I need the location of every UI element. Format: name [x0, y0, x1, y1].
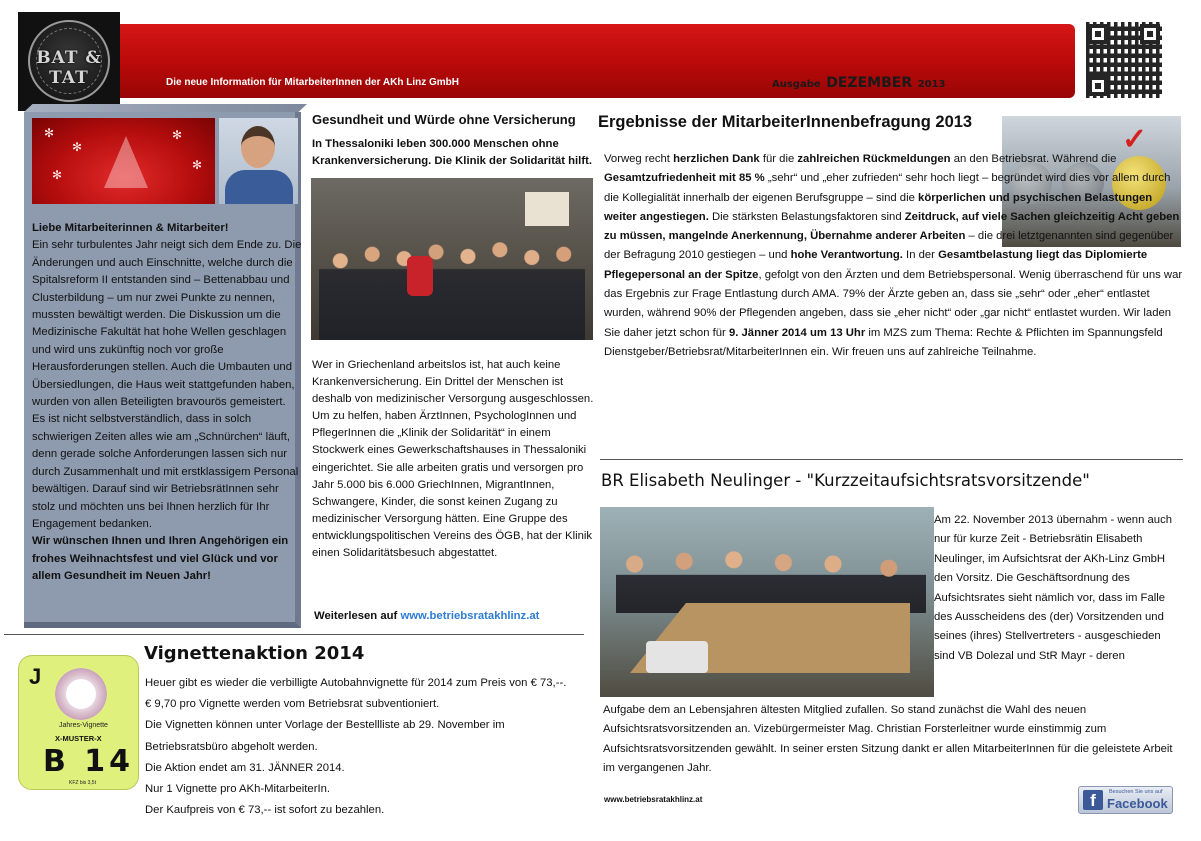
read-more-link[interactable]: www.betriebsratakhlinz.at: [400, 610, 540, 622]
vignette-label: Jahres-Vignette: [59, 722, 108, 729]
red-jacket: [407, 256, 433, 296]
survey-bold-7: Gesamtbelastung liegt das Diplomierte Pflegepersonal an der Spitze: [604, 249, 1148, 281]
edition-year: 2013: [917, 79, 946, 90]
survey-text-1: Vorweg recht: [604, 153, 674, 165]
snowflake-icon: ✻: [192, 158, 203, 172]
divider: [4, 634, 584, 635]
vignette-line: Die Vignetten können unter Vorlage der Bestellliste ab 29. November im Betriebsratsbüro abgeholt werden.: [145, 719, 505, 753]
edition-month: DEZEMBER: [826, 75, 913, 91]
survey-body: [604, 150, 1184, 362]
greeting-body: Ein sehr turbulentes Jahr neigt sich dem Ende zu. Die Änderungen und auch Einschnitte, welche durch die Spitalsreform II entstanden sind – Bettenabbau und Clusterbildung – um nur zwei Punkte zu nennen, mussten bewältigt werden. Die Diskussion um die Medizinische Fakultät hat hohe Wellen geschlagen und wird uns zukünftig noch vor große Herausforderungen stellen. Auch die Umbauten und Übersiedlungen, die Haus weit stattgefunden haben, wurden von allen Beteiligten bravourös gemeistert. Es ist nicht selbstverständlich, dass in solch schwierigen Zeiten alles wie am „Schnürchen“ läuft, denn gerade solche Anforderungen lassen sich nur durch Zusammenhalt und mit erstklassigem Personal bewältigen. Darauf sind wir BetriebsrätInnen sehr stolz und möchten uns bei Ihnen herzlich für Ihr Engagement bedanken.: [32, 239, 302, 530]
vignette-line: Die Aktion endet am 31. JÄNNER 2014.: [145, 761, 345, 774]
board-members: [616, 543, 926, 613]
neulinger-heading: BR Elisabeth Neulinger - "Kurzzeitaufsichtsratsvorsitzende": [601, 471, 1090, 490]
greeting-text: [32, 220, 302, 586]
greeting-salutation: Liebe Mitarbeiterinnen & Mitarbeiter!: [32, 222, 229, 234]
portrait-shirt: [225, 170, 293, 204]
edition-prefix: Ausgabe: [772, 79, 821, 90]
snowflake-icon: ✻: [72, 140, 83, 154]
website-link[interactable]: www.betriebsratakhlinz.at: [604, 795, 703, 804]
vignette-image: [18, 655, 139, 790]
thessaloniki-lead: In Thessaloniki leben 300.000 Menschen ohne Krankenversicherung. Die Klinik der Solidarität hilft.: [312, 138, 592, 167]
read-more: [314, 610, 539, 622]
vignette-lines: [145, 673, 590, 821]
survey-text-6: – die drei letztgenannten sind gegenüber der Befragung 2010 gestiegen – und: [604, 230, 1174, 262]
greeting-closing: Wir wünschen Ihnen und Ihren Angehörigen ein frohes Weihnachtsfest und viel Glück und vor allem Gesundheit im Neuen Jahr!: [32, 535, 289, 583]
logo-text: BAT & TAT: [36, 48, 102, 88]
survey-bold-5: Zeitdruck, auf viele Sachen gleichzeitig Acht geben zu müssen, mangelnde Anerkennung, Übernahme anderer Arbeiten: [604, 210, 1180, 243]
vignette-emblem: [55, 668, 107, 720]
snowflake-icon: ✻: [44, 126, 55, 140]
survey-text-5: Die stärksten Belastungsfaktoren sind: [708, 210, 905, 223]
group-of-people: [319, 230, 585, 340]
survey-bold-1: herzlichen Dank: [673, 153, 760, 165]
qr-finder-top-right: [1140, 24, 1160, 44]
snowflake-icon: ✻: [172, 128, 183, 142]
survey-text-8: , gefolgt von den Ärzten und dem Betriebspersonal. Wenig überraschend für uns war das Ergebnis zur Frage Entlastung durch AMA. 79% der Ärzte geben an, dass sie „sehr“ oder „eher“ entlastet wurden, während 90% der Pflegenden angeben, dass sie „eher nicht“ oder „gar nicht“ entlastet wurden. Wir laden Sie daher jetzt schon für: [604, 268, 1183, 339]
qr-finder-bottom-left: [1088, 76, 1108, 96]
survey-text-9: im MZS zum Thema: Rechte & Pflichten im Spannungsfeld Dienstgeber/Betriebsrat/MitarbeiterInnen ein. Wir freuen uns auf zahlreiche Teilnahme.: [604, 326, 1163, 358]
portrait-photo: [219, 118, 298, 204]
vignette-heading: Vignettenaktion 2014: [144, 643, 365, 664]
vignette-line: Nur 1 Vignette pro AKh-MitarbeiterIn.: [145, 783, 331, 796]
christmas-image: [32, 118, 215, 204]
checkmark-icon: ✓: [1122, 123, 1148, 156]
wall-sign: [525, 192, 569, 226]
divider: [600, 459, 1183, 460]
bat-tat-logo: [18, 12, 120, 111]
thessaloniki-body: Wer in Griechenland arbeitslos ist, hat auch keine Krankenversicherung. Ein Drittel der Menschen ist deshalb von medizinischer Versorgung ausgeschlossen. Um zu helfen, haben ÄrztInnen, PsychologInnen und PflegerInnen die „Klinik der Solidarität“ in einem Stockwerk eines Gewerkschaftshauses in Thessaloniki eingerichtet. Sie alle arbeiten gratis und versorgen pro Jahr 5.000 bis 6.000 GriechInnen, MigrantInnen, Schwangere, Kinder, die sonst keinen Zugang zu medizinischer Versorgung hätten. Eine Gruppe des entwicklungspolitischen Vereins des ÖGB, hat der Klinik einen Solidaritätsbesuch abgestattet.: [312, 359, 594, 560]
survey-text-4: „sehr“ und „eher zufrieden“ sehr hoch liegt – begründet wird dies vor allem durch die Kollegialität innerhalb der eigenen Berufsgruppe – sind die: [604, 172, 1171, 204]
thessaloniki-heading: Gesundheit und Würde ohne Versicherung: [312, 112, 576, 127]
vignette-letter: J: [29, 664, 42, 689]
vignette-big: B 14: [43, 744, 135, 779]
qr-finder-top-left: [1088, 24, 1108, 44]
survey-text-2: für die: [759, 153, 798, 165]
solidarity-clinic-photo: [311, 178, 593, 340]
survey-text-7: In der: [902, 249, 939, 262]
survey-bold-6: hohe Verantwortung.: [790, 249, 903, 262]
portrait-head: [241, 126, 275, 168]
supervisory-board-photo: [600, 507, 934, 697]
survey-bold-3: Gesamtzufriedenheit mit 85 %: [604, 172, 765, 185]
facebook-button[interactable]: [1078, 786, 1173, 814]
survey-bold-2: zahlreichen Rückmeldungen: [797, 153, 951, 165]
survey-bold-4: körperlichen und psychischen Belastungen weiter angestiegen.: [604, 191, 1153, 223]
greeting-box: [24, 112, 301, 628]
christmas-tree-icon: [104, 136, 148, 188]
read-more-label: Weiterlesen auf: [314, 610, 398, 622]
header-banner: [120, 24, 1075, 98]
edition-label: [772, 72, 946, 91]
newsletter-subtitle: Die neue Information für MitarbeiterInnen der AKh Linz GmbH: [166, 77, 459, 88]
vignette-line: € 9,70 pro Vignette werden vom Betriebsrat subventioniert.: [145, 698, 440, 711]
snowflake-icon: ✻: [52, 168, 63, 182]
facebook-small-label: Besuchen Sie uns auf: [1109, 789, 1163, 795]
qr-code[interactable]: [1086, 22, 1162, 98]
neulinger-side-text: Am 22. November 2013 übernahm - wenn auch nur für kurze Zeit - Betriebsrätin Elisabeth Neulinger, im Aufsichtsrat der AKh-Linz GmbH den Vorsitz. Die Geschäftsordnung des Aufsichtsrates sieht nämlich vor, dass im Falle des Ausscheidens des (der) Vorsitzenden und seines (ihres) Stellvertreters - ausgeschieden sind VB Dolezal und StR Mayr - deren: [934, 514, 1172, 662]
survey-bold-8: 9. Jänner 2014 um 13 Uhr: [728, 326, 866, 339]
facebook-label: Facebook: [1107, 796, 1168, 811]
vignette-line: Heuer gibt es wieder die verbilligte Autobahnvignette für 2014 zum Preis von € 73,--.: [145, 677, 567, 689]
survey-text-3: an den Betriebsrat. Während die: [950, 153, 1117, 165]
vignette-line: Der Kaufpreis von € 73,-- ist sofort zu bezahlen.: [145, 804, 385, 817]
vignette-small: KFZ bis 3,5t: [69, 780, 96, 786]
survey-heading: Ergebnisse der MitarbeiterInnenbefragung 2013: [598, 113, 973, 131]
vignette-code: X-MUSTER-X: [55, 734, 102, 743]
facebook-icon: f: [1083, 790, 1103, 810]
projector: [646, 641, 708, 673]
neulinger-body: Aufgabe dem an Lebensjahren ältesten Mitglied zufallen. So stand zunächst die Wahl des neuen Aufsichtsratsvorsitzenden an. Vizebürgermeister Mag. Christian Forsterleitner wurde einstimmig zum Aufsichtsratsvorsitzenden gewählt. In seiner ersten Sitzung dankt er allen MitarbeiterInnen für die geleistete Arbeit im vergangenen Jahr.: [603, 704, 1173, 775]
